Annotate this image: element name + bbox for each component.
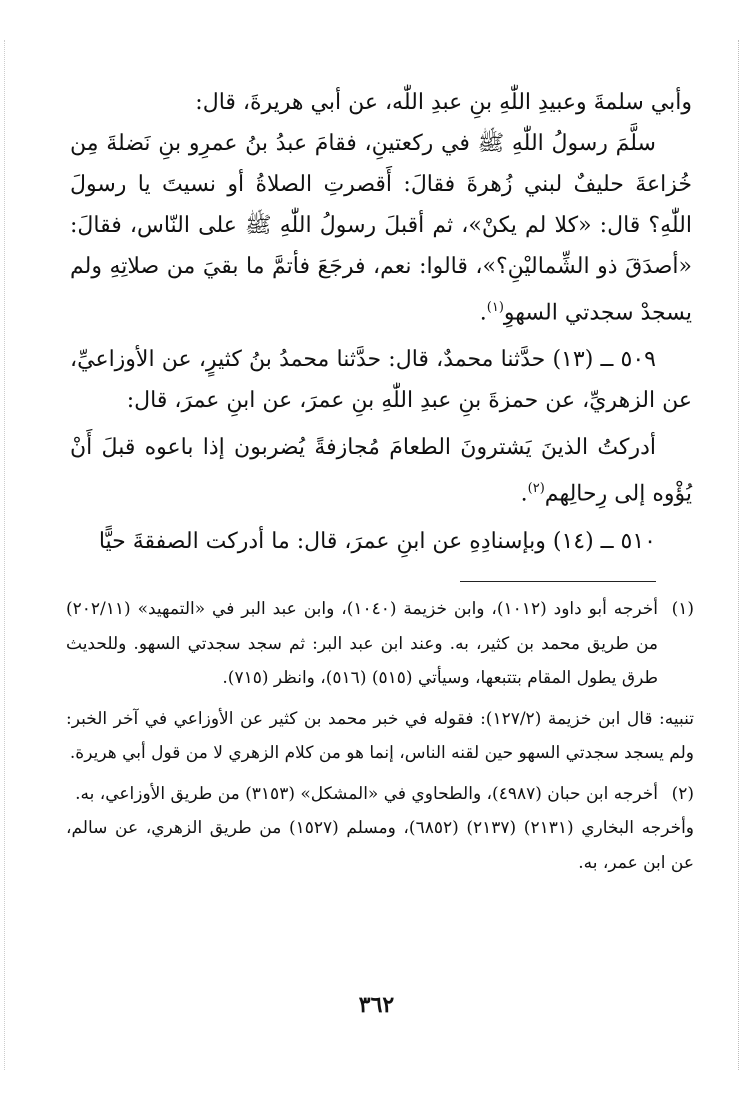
hadith-text: سلَّمَ رسولُ اللّٰهِ ﷺ في ركعتينِ، فقامَ عبدُ بنُ عمرِو بنِ نَضلةَ مِن خُزاعةَ حليفٌ لبني زُهرةَ فقالَ: أَقصرتِ الصلاةُ أو نسيتَ يا رسولَ اللّٰهِ؟ قال: «كلا لم يكنْ»، ثم أقبلَ رسولُ اللّٰهِ ﷺ على النّاس، فقالَ: «أصدَقَ ذو الشِّماليْنِ؟»، قالوا: نعم، فرجَعَ فأتمَّ ما بقيَ من صلاتِهِ ولم يسجدْ سجدتي السهوِ [70, 131, 692, 326]
footnote-2-text: أخرجه ابن حبان (٤٩٨٧)، والطحاوي في «المشكل» (٣١٥٣) من طريق الأوزاعي، به. [75, 783, 658, 804]
footnote-ref-2: (٢) [527, 481, 545, 497]
footnote-2 [66, 777, 694, 812]
footnote-1-note: تنبيه: قال ابن خزيمة (١٢٧/٢): فقوله في خبر محمد بن كثير عن الأوزاعي في آخر الخبر: ولم يسجد سجدتي السهو حين لقنه الناس، إنما هو من كلام الزهري لا من قول أبي هريرة. [66, 708, 695, 763]
main-text [70, 82, 692, 562]
hadith-510: ٥١٠ ــ (١٤) وبإسنادِهِ عن ابنِ عمرَ، قال: ما أدركت الصفقةَ حيًّا [98, 528, 656, 554]
scan-edge-dots-left [4, 40, 5, 1070]
page-number: ٣٦٢ [358, 992, 395, 1018]
hadith-509-matn: أدركتُ الذينَ يَشترونَ الطعامَ مُجازفةً يُضربون إذا باعوه قبلَ أَنْ يُؤْوه إلى رِحالِهم$^{(٢)}$. [70, 435, 692, 507]
footnote-2-more: وأخرجه البخاري (٢١٣١) (٢١٣٧) (٦٨٥٢)، ومسلم (١٥٢٧) من طريق الزهري، عن سالم، عن ابن عمر، به. [66, 818, 695, 873]
footnotes [66, 592, 694, 880]
footnote-1-number: (١) [671, 599, 694, 619]
footnote-1 [66, 592, 694, 696]
footnote-1-text: أخرجه أبو داود (١٠١٢)، وابن خزيمة (١٠٤٠)، وابن عبد البر في «التمهيد» (٢٠٢/١١) من طريق محمد بن كثير، به. وعند ابن عبد البر: ثم سجد سجدتي السهو. وللحديث طرق يطول المقام بتتبعها، وسيأتي (٥١٥) (٥١٦)، وانظر (٧١٥). [66, 599, 658, 688]
hadith-paragraph: سلَّمَ رسولُ اللّٰهِ ﷺ في ركعتينِ، فقامَ عبدُ بنُ عمرِو بنِ نَضلةَ مِن خُزاعةَ حليفٌ لبني زُهرةَ فقالَ: أَقصرتِ الصلاةُ أو نسيتَ يا رسولَ اللّٰهِ؟ قال: «كلا لم يكنْ»، ثم أقبلَ رسولُ اللّٰهِ ﷺ على النّاس، فقالَ: «أصدَقَ ذو الشِّماليْنِ؟»، قالوا: نعم، فرجَعَ فأتمَّ ما بقيَ من صلاتِهِ ولم يسجدْ سجدتي السهوِ$^{(١)}$. [70, 131, 692, 326]
text-line-1: وأبي سلمةَ وعبيدِ اللّٰهِ بنِ عبدِ اللّٰه، عن أبي هريرةَ، قال: [195, 90, 692, 115]
hadith-509-text: أدركتُ الذينَ يَشترونَ الطعامَ مُجازفةً يُضربون إذا باعوه قبلَ أَنْ يُؤْوه إلى رِحالِهم [70, 435, 692, 507]
footnote-separator [460, 581, 656, 582]
footnote-2-number: (٢) [671, 783, 694, 804]
footnote-ref-1: (١) [486, 300, 504, 315]
scan-edge-dots-right [738, 40, 739, 1070]
hadith-509-isnad: ٥٠٩ ــ (١٣) حدَّثنا محمدٌ، قال: حدَّثنا محمدُ بنُ كثيرٍ، عن الأوزاعيِّ، عن الزهريِّ، عن حمزةَ بنِ عبدِ اللّٰهِ بنِ عمرَ، عن ابنِ عمرَ، قال: [70, 347, 692, 414]
